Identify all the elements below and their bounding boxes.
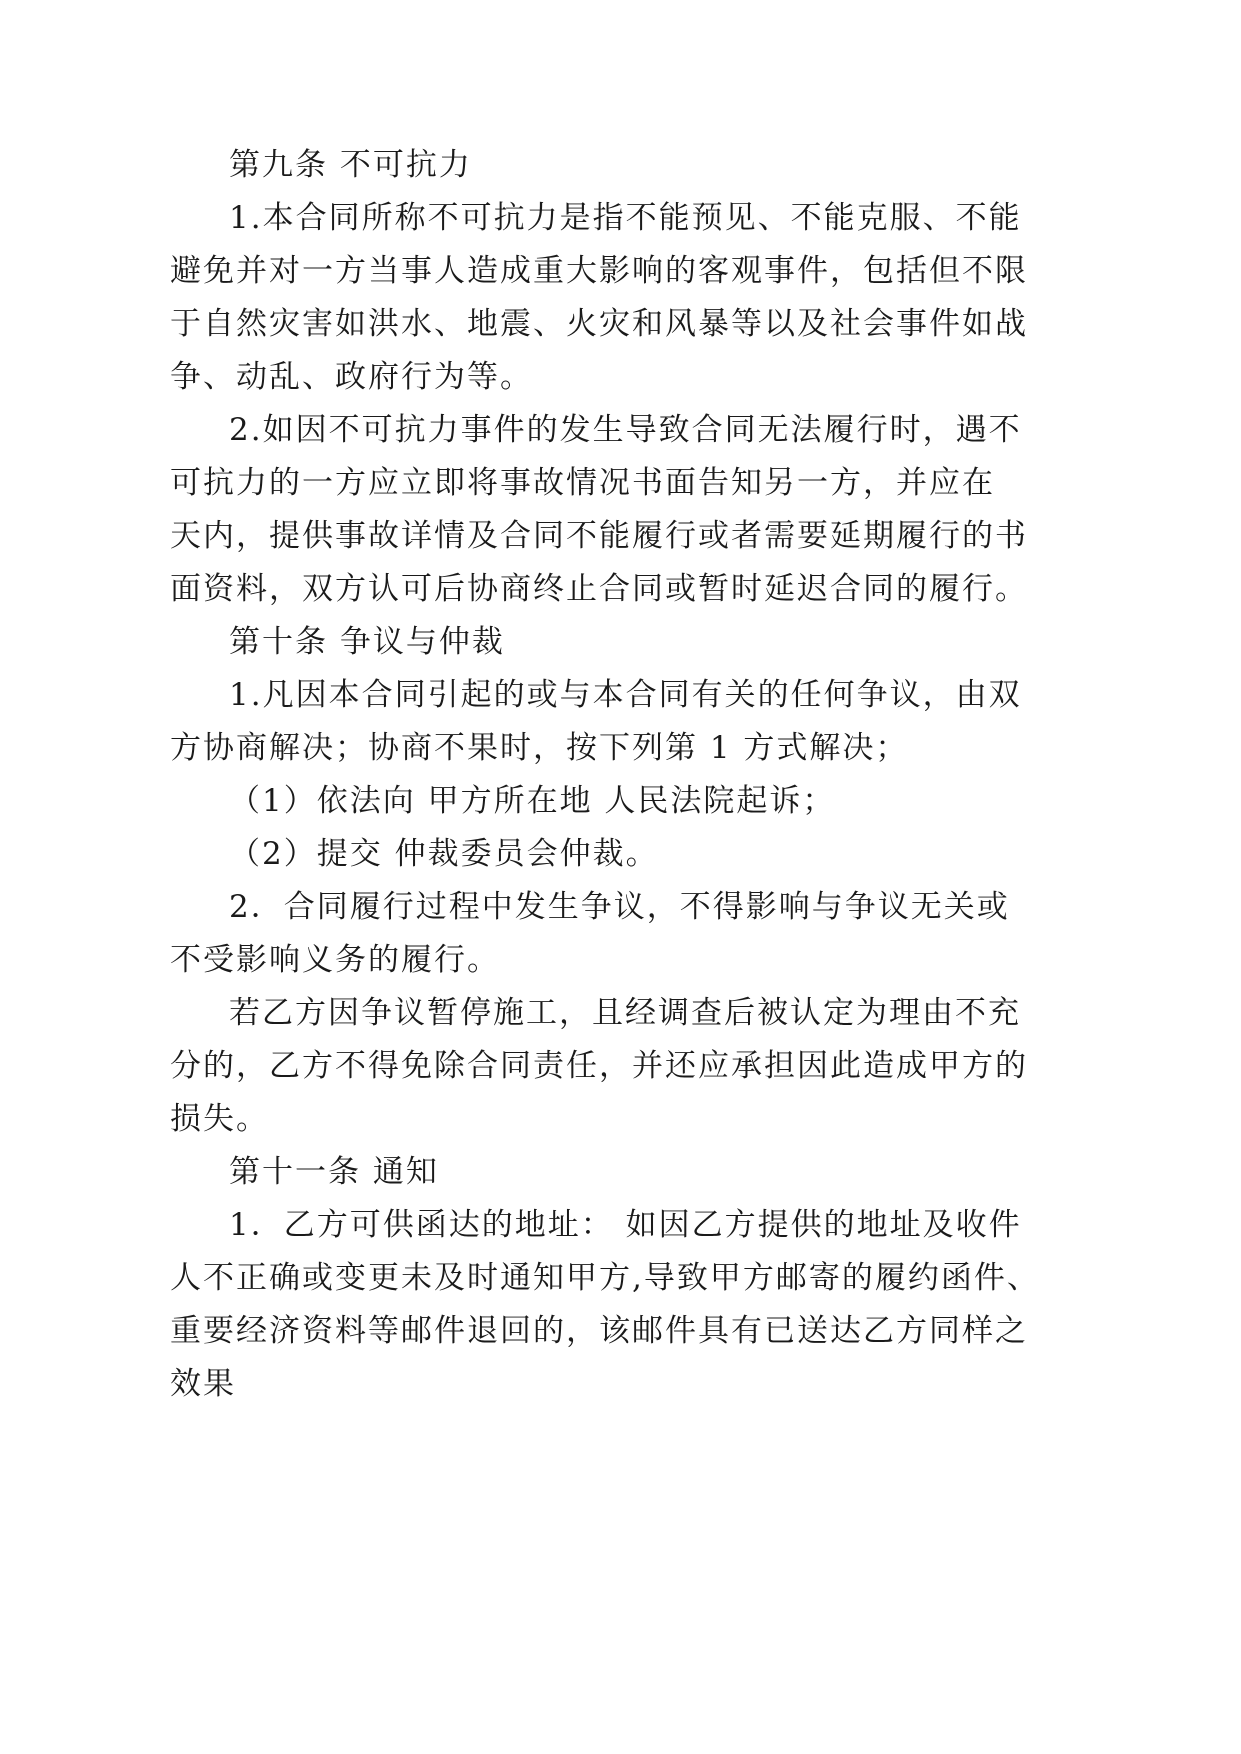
paragraph-line: 避免并对一方当事人造成重大影响的客观事件，包括但不限	[170, 253, 1028, 289]
paragraph-line: 分的，乙方不得免除合同责任，并还应承担因此造成甲方的	[170, 1048, 1028, 1084]
paragraph-line: 1.本合同所称不可抗力是指不能预见、不能克服、不能	[229, 200, 1022, 236]
paragraph-line: 损失。	[170, 1101, 269, 1137]
list-item: （2）提交 仲裁委员会仲裁。	[229, 836, 659, 872]
paragraph-line: 1．乙方可供函达的地址： 如因乙方提供的地址及收件	[229, 1207, 1022, 1243]
paragraph-line: 于自然灾害如洪水、地震、火灾和风暴等以及社会事件如战	[170, 306, 1028, 342]
paragraph-line: 面资料，双方认可后协商终止合同或暂时延迟合同的履行。	[170, 571, 1028, 607]
paragraph-line: 方协商解决；协商不果时，按下列第 1 方式解决；	[170, 730, 909, 766]
paragraph-line: 天内，提供事故详情及合同不能履行或者需要延期履行的书	[170, 518, 1028, 554]
paragraph-line: 人不正确或变更未及时通知甲方,导致甲方邮寄的履约函件、	[170, 1260, 1040, 1296]
paragraph-line: 1.凡因本合同引起的或与本合同有关的任何争议，由双	[229, 677, 1022, 713]
paragraph-line: 效果	[170, 1366, 236, 1402]
paragraph-line: 争、动乱、政府行为等。	[170, 359, 533, 395]
paragraph-line: 若乙方因争议暂停施工，且经调查后被认定为理由不充	[229, 995, 1021, 1031]
paragraph-line: 2．合同履行过程中发生争议，不得影响与争议无关或	[229, 889, 1010, 925]
paragraph-line: 不受影响义务的履行。	[170, 942, 500, 978]
article-9-heading: 第九条 不可抗力	[229, 147, 472, 183]
list-item: （1）依法向 甲方所在地 人民法院起诉；	[229, 783, 836, 819]
article-10-heading: 第十条 争议与仲裁	[229, 624, 505, 660]
paragraph-line: 重要经济资料等邮件退回的，该邮件具有已送达乙方同样之	[170, 1313, 1028, 1349]
paragraph-line: 可抗力的一方应立即将事故情况书面告知另一方，并应在	[170, 465, 995, 501]
article-11-heading: 第十一条 通知	[229, 1154, 439, 1190]
paragraph-line: 2.如因不可抗力事件的发生导致合同无法履行时，遇不	[229, 412, 1022, 448]
